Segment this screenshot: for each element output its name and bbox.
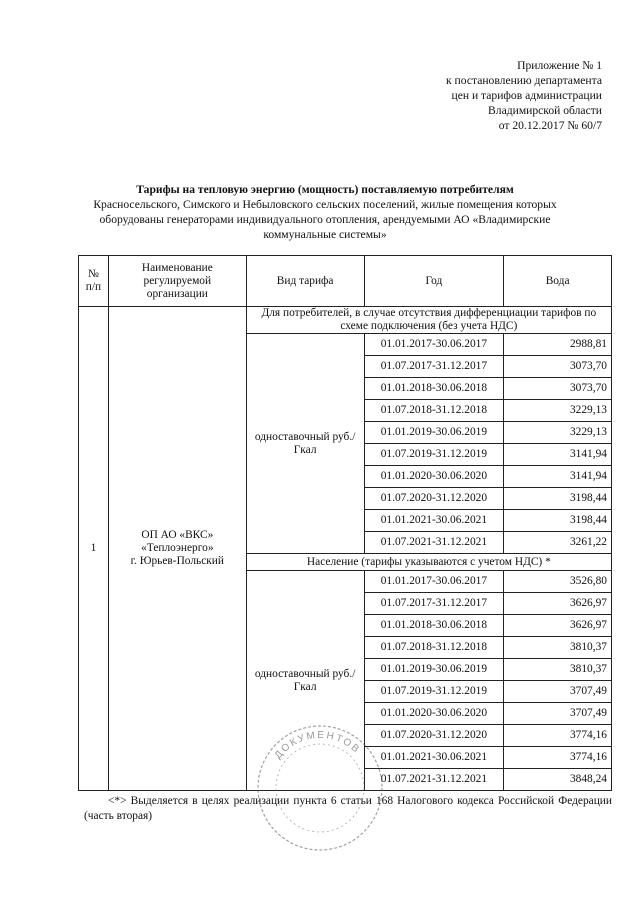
value-cell: 3810,37 <box>504 659 612 681</box>
value-cell: 3526,80 <box>504 571 612 593</box>
organization-line: г. Юрьев-Польский <box>130 555 224 567</box>
appendix-line: цен и тарифов администрации <box>451 89 602 102</box>
section2-title: Население (тарифы указываются с учетом НДС) * <box>246 554 611 571</box>
value-cell: 3141,94 <box>504 466 612 488</box>
period-cell: 01.01.2020-30.06.2020 <box>364 703 504 725</box>
value-cell: 3229,13 <box>504 422 612 444</box>
period-cell: 01.07.2018-31.12.2018 <box>364 637 504 659</box>
tariff-table <box>78 255 612 791</box>
stamp-text: ДОКУМЕНТОВ <box>272 729 363 762</box>
value-cell: 3626,97 <box>504 593 612 615</box>
header-org: Наименование регулируемой организации <box>108 256 246 307</box>
value-cell: 3198,44 <box>504 510 612 532</box>
organization-line: ОП АО «ВКС» <box>141 529 214 541</box>
period-cell: 01.01.2021-30.06.2021 <box>364 747 504 769</box>
value-cell: 3198,44 <box>504 488 612 510</box>
value-cell: 3707,49 <box>504 703 612 725</box>
period-cell: 01.07.2017-31.12.2017 <box>364 356 504 378</box>
section2-tariff-type: одноставочный руб./Гкал <box>246 571 364 791</box>
value-cell: 3810,37 <box>504 637 612 659</box>
section1-tariff-type: одноставочный руб./Гкал <box>246 334 364 554</box>
svg-text:ДОКУМЕНТОВ <box>272 718 363 795</box>
appendix-line: от 20.12.2017 № 60/7 <box>498 119 602 132</box>
appendix-block <box>446 58 602 133</box>
period-cell: 01.07.2021-31.12.2021 <box>364 769 504 791</box>
header-year: Год <box>364 256 504 307</box>
value-cell: 3141,94 <box>504 444 612 466</box>
value-cell: 3073,70 <box>504 378 612 400</box>
value-cell: 3774,16 <box>504 725 612 747</box>
value-cell: 3774,16 <box>504 747 612 769</box>
period-cell: 01.01.2018-30.06.2018 <box>364 615 504 637</box>
period-cell: 01.01.2019-30.06.2019 <box>364 659 504 681</box>
document-title <box>75 182 575 242</box>
period-cell: 01.07.2020-31.12.2020 <box>364 725 504 747</box>
title-bold: Тарифы на тепловую энергию (мощность) поставляемую потребителям <box>136 183 514 196</box>
period-cell: 01.07.2018-31.12.2018 <box>364 400 504 422</box>
value-cell: 2988,81 <box>504 334 612 356</box>
stamp-seal <box>250 718 390 858</box>
title-rest: Красносельского, Симского и Небыловского сельских поселений, жилые помещения которых оборудованы генераторами индивидуального отопления, арендуемыми АО «Владимирские коммунальные системы» <box>93 198 557 241</box>
value-cell: 3229,13 <box>504 400 612 422</box>
period-cell: 01.01.2017-30.06.2017 <box>364 334 504 356</box>
value-cell: 3261,22 <box>504 532 612 554</box>
period-cell: 01.07.2019-31.12.2019 <box>364 444 504 466</box>
row-number: 1 <box>79 307 109 791</box>
period-cell: 01.07.2020-31.12.2020 <box>364 488 504 510</box>
period-cell: 01.01.2020-30.06.2020 <box>364 466 504 488</box>
header-type: Вид тарифа <box>246 256 364 307</box>
organization-cell <box>108 307 246 791</box>
period-cell: 01.01.2018-30.06.2018 <box>364 378 504 400</box>
period-cell: 01.07.2021-31.12.2021 <box>364 532 504 554</box>
appendix-line: Владимирской области <box>488 104 602 117</box>
period-cell: 01.01.2017-30.06.2017 <box>364 571 504 593</box>
header-num: № п/п <box>79 256 109 307</box>
value-cell: 3073,70 <box>504 356 612 378</box>
table-header-row <box>79 256 612 307</box>
period-cell: 01.07.2019-31.12.2019 <box>364 681 504 703</box>
period-cell: 01.01.2021-30.06.2021 <box>364 510 504 532</box>
header-water: Вода <box>504 256 612 307</box>
footnote: <*> Выделяется в целях реализации пункта 6 статьи 168 Налогового кодекса Российской Федерации (часть вторая) <box>84 795 612 822</box>
period-cell: 01.07.2017-31.12.2017 <box>364 593 504 615</box>
value-cell: 3848,24 <box>504 769 612 791</box>
value-cell: 3626,97 <box>504 615 612 637</box>
value-cell: 3707,49 <box>504 681 612 703</box>
appendix-line: Приложение № 1 <box>517 59 602 72</box>
period-cell: 01.01.2019-30.06.2019 <box>364 422 504 444</box>
section1-title: Для потребителей, в случае отсутствия дифференциации тарифов по схеме подключения (без учета НДС) <box>246 307 611 334</box>
organization-line: «Теплоэнерго» <box>141 542 214 554</box>
appendix-line: к постановлению департамента <box>446 74 602 87</box>
table-row <box>79 307 612 334</box>
